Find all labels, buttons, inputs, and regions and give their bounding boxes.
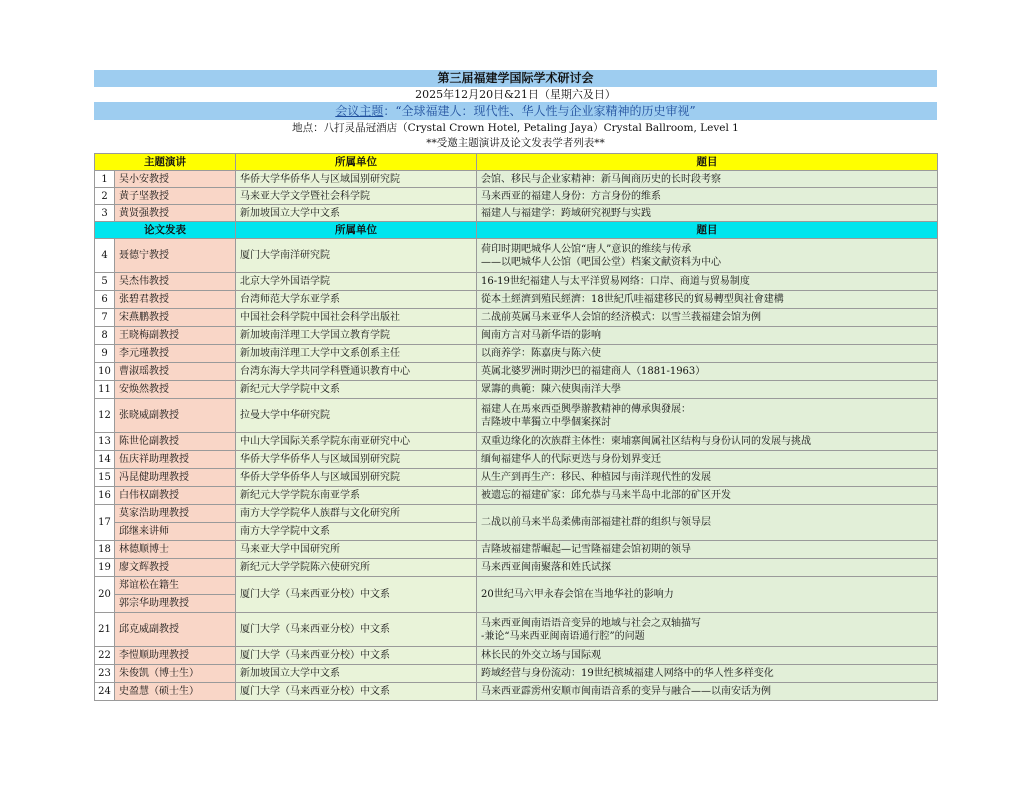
speaker-name-line: 郭宗华助理教授 [115, 594, 235, 612]
speaker-name-line: 安焕然教授 [119, 384, 169, 395]
talk-topic [477, 399, 938, 433]
speaker-name [115, 505, 236, 541]
affiliation-line: 华侨大学华侨华人与区域国别研究院 [240, 454, 400, 465]
speaker-affiliation [236, 559, 477, 577]
speaker-name [115, 647, 236, 665]
topic-line: 马来西亚霹雳州安顺市闽南语音系的变异与融合——以南安话为例 [481, 686, 771, 697]
speaker-name [115, 487, 236, 505]
paper-row [95, 559, 938, 577]
affiliation-line: 新加坡南洋理工大学中文系创系主任 [240, 348, 400, 359]
keynote-header-name: 主题演讲 [95, 154, 236, 171]
speaker-name-line: 李愷顺助理教授 [119, 650, 189, 661]
speaker-name [115, 239, 236, 273]
speaker-name: 黄子坚教授 [115, 188, 236, 205]
speaker-name [115, 363, 236, 381]
paper-row [95, 273, 938, 291]
paper-row [95, 451, 938, 469]
conference-venue: 地点：八打灵晶冠酒店（Crystal Crown Hotel, Petaling Jaya）Crystal Ballroom, Level 1 [292, 122, 739, 134]
paper-row [95, 647, 938, 665]
topic-line: 从生产到再生产：移民、种植园与南洋现代性的发展 [481, 472, 711, 483]
topic-line: 二战前英属马来亚华人会馆的经济模式：以雪兰莪福建会馆为例 [481, 312, 761, 323]
speaker-affiliation [236, 399, 477, 433]
speaker-name [115, 559, 236, 577]
talk-topic [477, 345, 938, 363]
talk-topic [477, 291, 938, 309]
speaker-affiliation [236, 363, 477, 381]
topic-line: 闽南方言对马新华语的影响 [481, 330, 601, 341]
talk-topic: 会馆、移民与企业家精神：新马闽商历史的长时段考察 [477, 171, 938, 188]
talk-topic: 马来西亚的福建人身份：方言身份的维系 [477, 188, 938, 205]
speaker-affiliation [236, 683, 477, 701]
paper-header-name: 论文发表 [95, 222, 236, 239]
speaker-affiliation [236, 505, 477, 541]
talk-topic: 福建人与福建学：跨域研究视野与实践 [477, 205, 938, 222]
paper-header-affiliation: 所属单位 [236, 222, 477, 239]
row-number: 24 [95, 683, 115, 701]
talk-topic [477, 451, 938, 469]
affiliation-line: 厦门大学南洋研究院 [240, 250, 330, 261]
speaker-name-line: 曹淑瑶教授 [119, 366, 169, 377]
paper-row [95, 345, 938, 363]
topic-line: 吉隆坡福建帮崛起—记雪隆福建会馆初期的领导 [481, 544, 691, 555]
theme-label: 会议主题 [335, 104, 384, 118]
conference-date: 2025年12月20日&21日（星期六及日） [415, 88, 616, 101]
row-number: 3 [95, 205, 115, 222]
speaker-name-line: 陈世伦副教授 [119, 436, 179, 447]
keynote-header-row [95, 154, 938, 171]
row-number: 6 [95, 291, 115, 309]
topic-line: 眾籌的典範：陳六使與南洋大學 [481, 384, 621, 395]
topic-line: -兼论“马来西亚闽南语通行腔”的问题 [481, 630, 645, 642]
speaker-affiliation [236, 273, 477, 291]
keynote-header-affiliation: 所属单位 [236, 154, 477, 171]
affiliation-line: 厦门大学（马来西亚分校）中文系 [240, 589, 390, 600]
speaker-name-line: 李元瑾教授 [119, 348, 169, 359]
talk-topic [477, 433, 938, 451]
paper-row [95, 327, 938, 345]
affiliation-line: 北京大学外国语学院 [240, 276, 330, 287]
speaker-name [115, 683, 236, 701]
affiliation-line: 新纪元大学学院中文系 [240, 384, 340, 395]
row-number: 10 [95, 363, 115, 381]
paper-row [95, 469, 938, 487]
paper-row [95, 541, 938, 559]
conference-theme [94, 102, 937, 120]
talk-topic [477, 541, 938, 559]
talk-topic [477, 665, 938, 683]
speaker-affiliation [236, 291, 477, 309]
paper-row [95, 683, 938, 701]
topic-line: 荷印时期吧城华人公馆“唐人”意识的维续与传承 [481, 243, 692, 255]
keynote-row [95, 188, 938, 205]
paper-header-topic: 题目 [477, 222, 938, 239]
topic-line: 以商养学：陈嘉庚与陈六使 [481, 348, 601, 359]
talk-topic [477, 381, 938, 399]
keynote-row [95, 205, 938, 222]
paper-row [95, 613, 938, 647]
speaker-affiliation [236, 309, 477, 327]
topic-line: ——以吧城华人公馆（吧国公堂）档案文献资料为中心 [481, 256, 721, 268]
keynote-header-topic: 题目 [477, 154, 938, 171]
speaker-name-line: 吴杰伟教授 [119, 276, 169, 287]
speaker-name [115, 451, 236, 469]
paper-row [95, 291, 938, 309]
affiliation-line: 拉曼大学中华研究院 [240, 410, 330, 421]
speaker-name-line: 郑谊松在籍生 [119, 580, 179, 591]
keynote-row [95, 171, 938, 188]
theme-text: ：“全球福建人：现代性、华人性与企业家精神的历史审视” [383, 104, 696, 118]
row-number: 17 [95, 505, 115, 541]
speaker-name [115, 309, 236, 327]
speaker-affiliation: 新加坡国立大学中文系 [236, 205, 477, 222]
row-number: 8 [95, 327, 115, 345]
speaker-name: 黄贤强教授 [115, 205, 236, 222]
speaker-name [115, 381, 236, 399]
talk-topic [477, 683, 938, 701]
paper-row [95, 665, 938, 683]
topic-line: 福建人在馬來西亞興學辦教精神的傳承與發展： [481, 403, 691, 415]
speaker-name [115, 613, 236, 647]
speaker-name [115, 433, 236, 451]
talk-topic [477, 239, 938, 273]
speaker-affiliation [236, 433, 477, 451]
speaker-affiliation [236, 577, 477, 613]
speaker-name [115, 577, 236, 613]
affiliation-line: 南方大学学院华人族群与文化研究所 [240, 508, 400, 519]
speaker-name-line: 莫家浩助理教授 [119, 508, 189, 519]
conference-sheet [94, 70, 937, 701]
speakers-table-body [95, 154, 938, 701]
speaker-name-line: 伍庆祥助理教授 [119, 454, 189, 465]
row-number: 1 [95, 171, 115, 188]
row-number: 20 [95, 577, 115, 613]
speaker-name-line: 聂德宁教授 [119, 250, 169, 261]
affiliation-line: 厦门大学（马来西亚分校）中文系 [240, 686, 390, 697]
speaker-name [115, 345, 236, 363]
talk-topic [477, 647, 938, 665]
affiliation-line: 华侨大学华侨华人与区域国别研究院 [240, 472, 400, 483]
speaker-affiliation [236, 665, 477, 683]
speaker-name [115, 291, 236, 309]
row-number: 9 [95, 345, 115, 363]
talk-topic [477, 559, 938, 577]
speaker-name-line: 张晓威副教授 [119, 410, 179, 421]
topic-line: 20世纪马六甲永春会馆在当地华社的影响力 [481, 589, 674, 600]
row-number: 18 [95, 541, 115, 559]
speaker-name-line: 史盈慧（硕士生） [119, 686, 199, 697]
paper-row [95, 363, 938, 381]
paper-row [95, 381, 938, 399]
topic-line: 吉隆坡中華獨立中學個案探討 [481, 416, 611, 428]
talk-topic [477, 613, 938, 647]
paper-row [95, 433, 938, 451]
speaker-affiliation [236, 541, 477, 559]
talk-topic [477, 487, 938, 505]
speaker-name-line: 宋燕鹏教授 [119, 312, 169, 323]
topic-line: 英属北婆罗洲时期沙巴的福建商人（1881-1963） [481, 366, 706, 377]
speaker-name-line: 林德顺博士 [119, 544, 169, 555]
talk-topic [477, 363, 938, 381]
row-number: 14 [95, 451, 115, 469]
speaker-affiliation [236, 381, 477, 399]
talk-topic [477, 309, 938, 327]
paper-row [95, 309, 938, 327]
talk-topic [477, 273, 938, 291]
speaker-name-line: 朱俊凯（博士生） [119, 668, 199, 679]
speaker-name-line: 张碧君教授 [119, 294, 169, 305]
speakers-table [94, 153, 938, 701]
affiliation-line: 台湾东海大学共同学科暨通识教育中心 [240, 366, 410, 377]
affiliation-line: 南方大学学院中文系 [236, 522, 476, 540]
speaker-affiliation: 马来亚大学文学暨社会科学院 [236, 188, 477, 205]
affiliation-line: 厦门大学（马来西亚分校）中文系 [240, 650, 390, 661]
speaker-name-line: 邱继来讲师 [115, 522, 235, 540]
speaker-name [115, 327, 236, 345]
conference-title: 第三届福建学国际学术研讨会 [94, 70, 937, 87]
row-number: 5 [95, 273, 115, 291]
topic-line: 双重边缘化的次族群主体性：柬埔寨闽属社区结构与身份认同的发展与挑战 [481, 436, 811, 447]
row-number: 22 [95, 647, 115, 665]
row-number: 19 [95, 559, 115, 577]
speaker-name [115, 541, 236, 559]
paper-row [95, 399, 938, 433]
topic-line: 16-19世纪福建人与太平洋贸易网络：口岸、商道与贸易制度 [481, 276, 750, 287]
paper-header-row [95, 222, 938, 239]
topic-line: 马来西亚闽南聚落和姓氏试探 [481, 562, 611, 573]
speaker-affiliation [236, 647, 477, 665]
affiliation-line: 台湾师范大学东亚学系 [240, 294, 340, 305]
speaker-affiliation [236, 487, 477, 505]
paper-row [95, 239, 938, 273]
affiliation-line: 中国社会科学院中国社会科学出版社 [240, 312, 400, 323]
affiliation-line: 厦门大学（马来西亚分校）中文系 [240, 624, 390, 635]
paper-row [95, 487, 938, 505]
speaker-name-line: 白伟权副教授 [119, 490, 179, 501]
paper-row [95, 505, 938, 541]
talk-topic [477, 469, 938, 487]
topic-line: 從本土經濟到殖民經濟：18世紀爪哇福建移民的貿易轉型與社會建構 [481, 294, 784, 305]
affiliation-line: 新加坡南洋理工大学国立教育学院 [240, 330, 390, 341]
affiliation-line: 中山大学国际关系学院东南亚研究中心 [240, 436, 410, 447]
row-number: 7 [95, 309, 115, 327]
affiliation-line: 新加坡国立大学中文系 [240, 668, 340, 679]
speaker-affiliation [236, 469, 477, 487]
row-number: 13 [95, 433, 115, 451]
speaker-name-line: 廖文辉教授 [119, 562, 169, 573]
speaker-name: 吴小安教授 [115, 171, 236, 188]
speaker-affiliation [236, 451, 477, 469]
list-title: **受邀主题演讲及论文发表学者列表** [426, 137, 605, 149]
row-number: 11 [95, 381, 115, 399]
speaker-name-line: 冯昆健助理教授 [119, 472, 189, 483]
topic-line: 缅甸福建华人的代际更迭与身份划界变迁 [481, 454, 661, 465]
topic-line: 二战以前马来半岛柔佛南部福建社群的组织与领导层 [481, 517, 711, 528]
affiliation-line: 新纪元大学学院陈六使研究所 [240, 562, 370, 573]
speaker-name [115, 399, 236, 433]
row-number: 4 [95, 239, 115, 273]
speaker-affiliation [236, 345, 477, 363]
talk-topic [477, 577, 938, 613]
speaker-name [115, 469, 236, 487]
speaker-name-line: 王晓梅副教授 [119, 330, 179, 341]
speaker-name [115, 273, 236, 291]
row-number: 23 [95, 665, 115, 683]
topic-line: 被遗忘的福建矿家：邱允恭与马来半岛中北部的矿区开发 [481, 490, 731, 501]
talk-topic [477, 505, 938, 541]
affiliation-line: 马来亚大学中国研究所 [240, 544, 340, 555]
topic-line: 林长民的外交立场与国际观 [481, 650, 601, 661]
speaker-name-line: 邱克威副教授 [119, 624, 179, 635]
talk-topic [477, 327, 938, 345]
row-number: 2 [95, 188, 115, 205]
speaker-affiliation: 华侨大学华侨华人与区域国别研究院 [236, 171, 477, 188]
topic-line: 跨域经营与身份流动：19世纪槟城福建人网络中的华人性多样变化 [481, 668, 774, 679]
row-number: 12 [95, 399, 115, 433]
row-number: 21 [95, 613, 115, 647]
row-number: 16 [95, 487, 115, 505]
speaker-affiliation [236, 613, 477, 647]
row-number: 15 [95, 469, 115, 487]
topic-line: 马来西亚闽南语语音变异的地域与社会之双轴描写 [481, 617, 701, 629]
speaker-affiliation [236, 327, 477, 345]
speaker-affiliation [236, 239, 477, 273]
paper-row [95, 577, 938, 613]
speaker-name [115, 665, 236, 683]
affiliation-line: 新纪元大学学院东南亚学系 [240, 490, 360, 501]
